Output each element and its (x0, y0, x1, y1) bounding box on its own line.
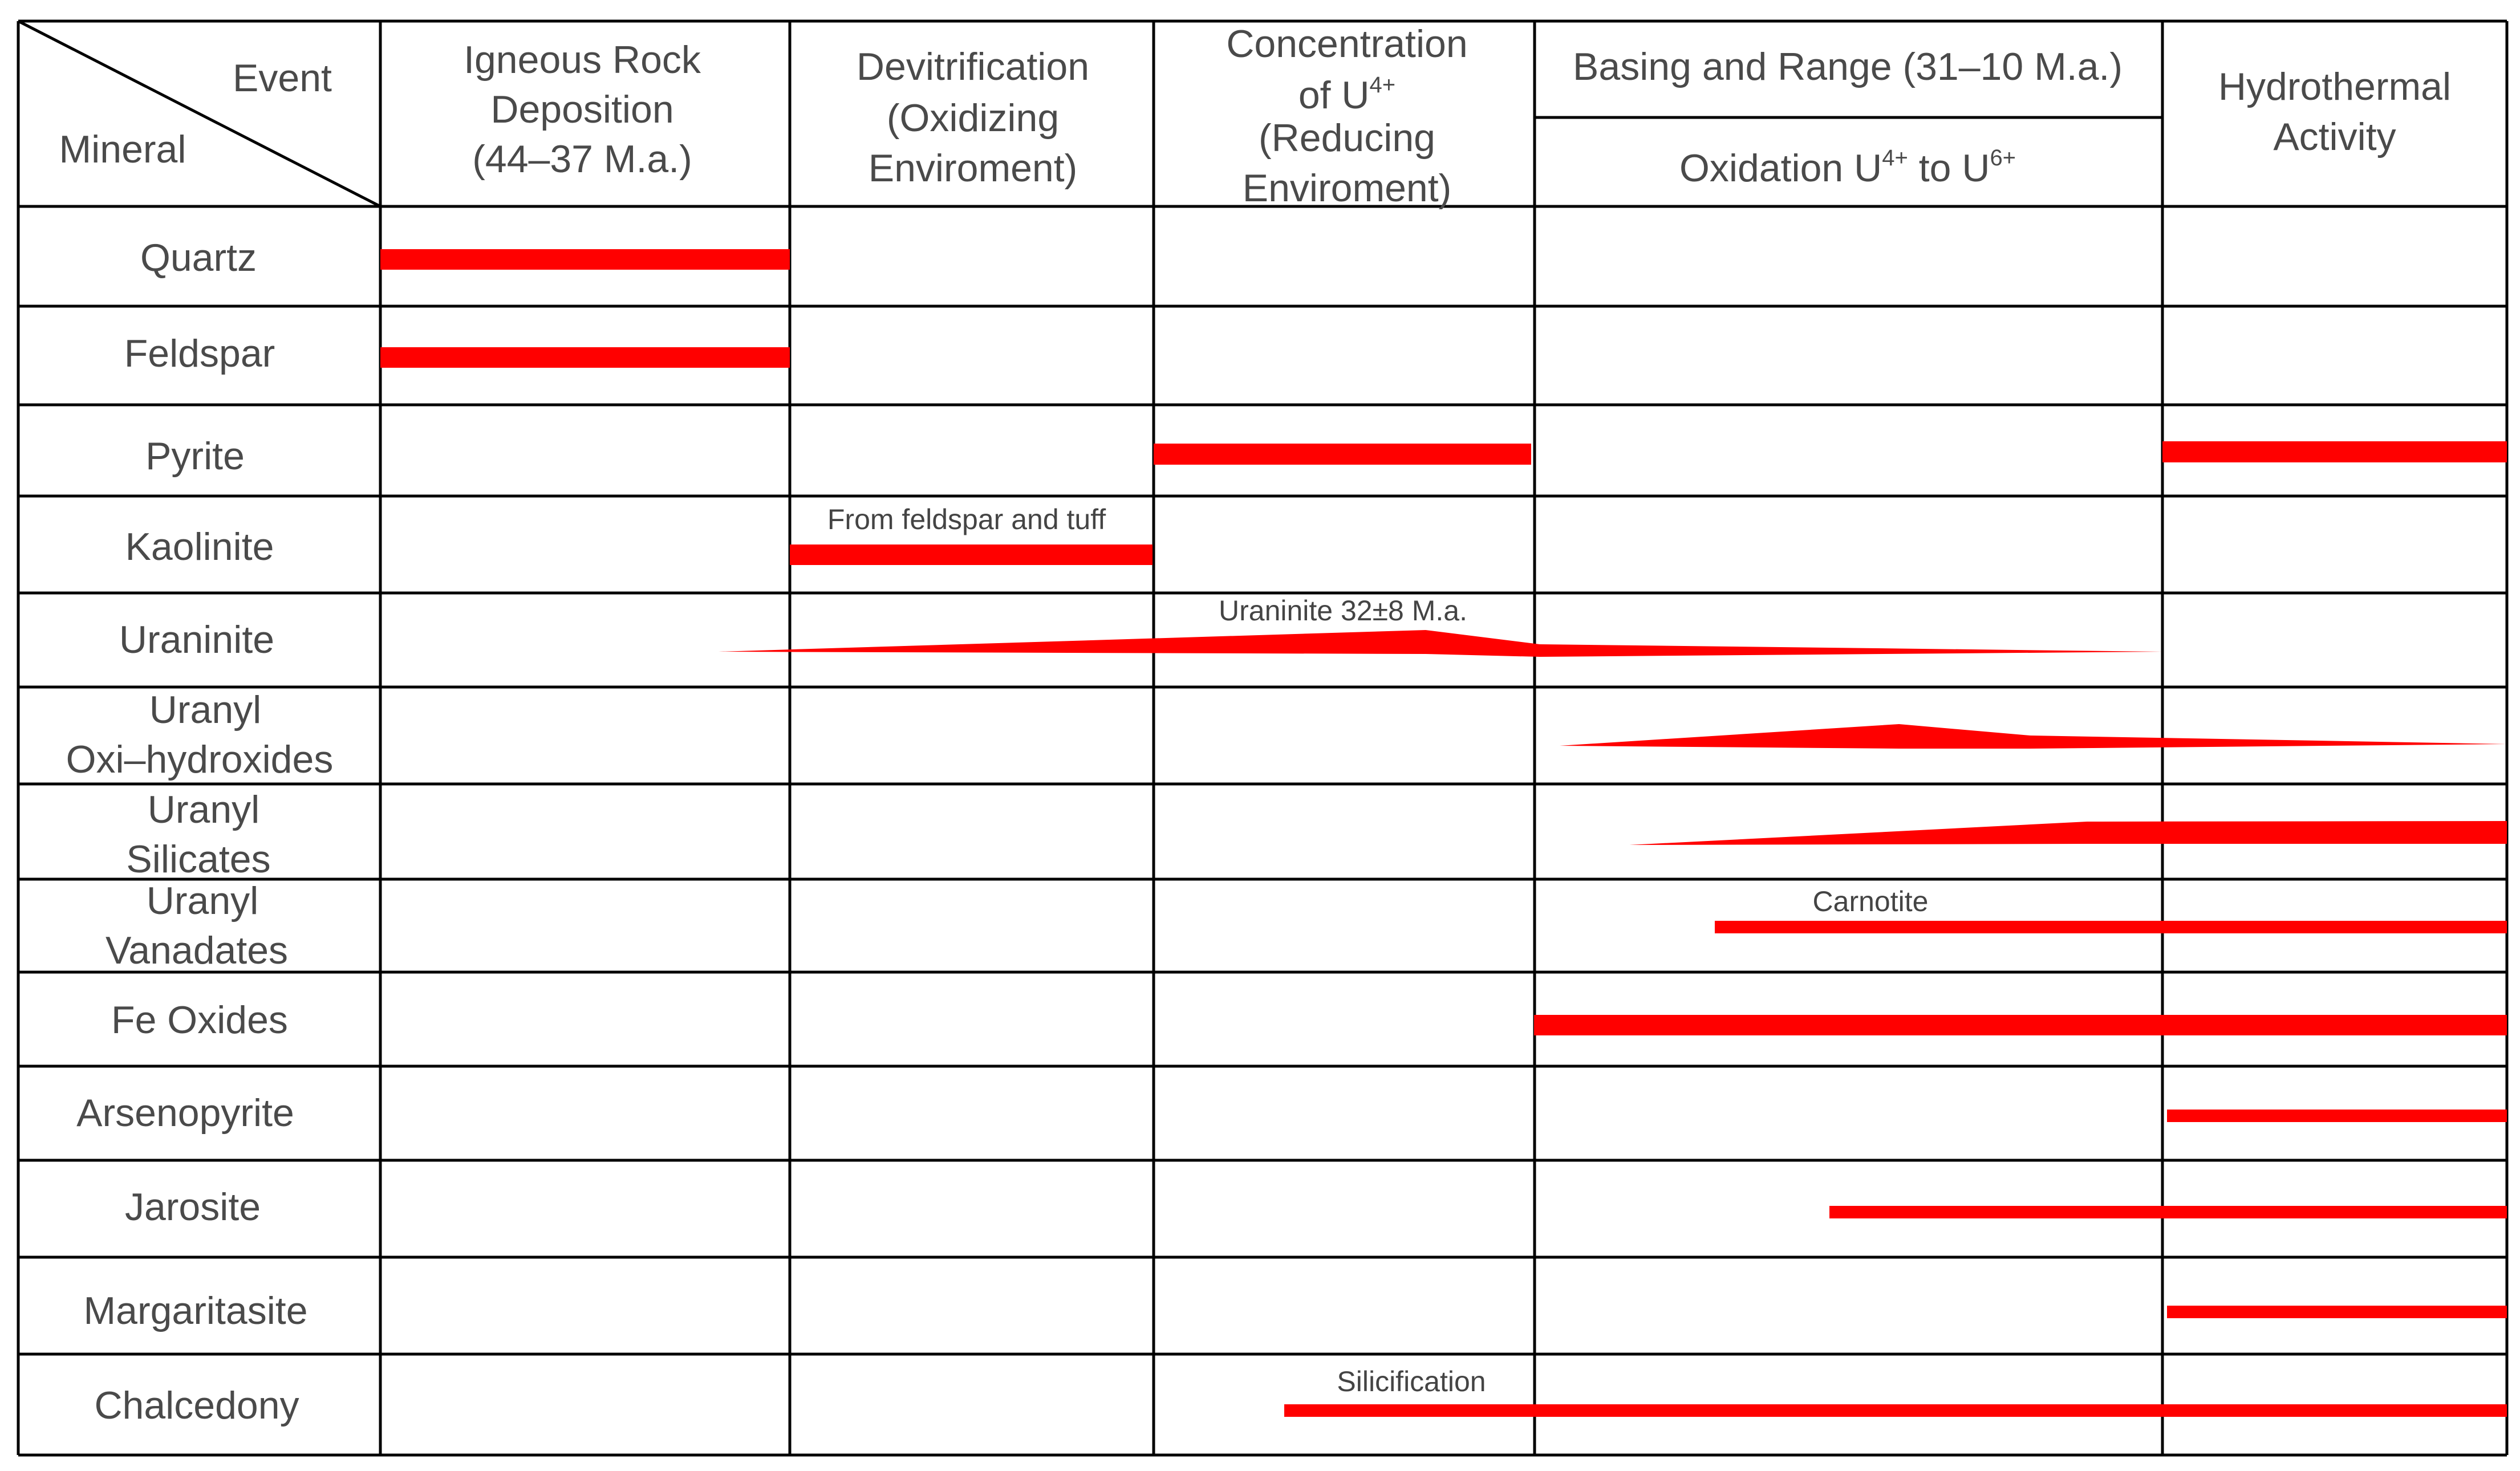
mineral-label-uranyl-van-line1: Uranyl (146, 879, 259, 923)
mineral-label-fe-oxides: Fe Oxides (111, 998, 288, 1042)
bar-uranyl-vanadates (1715, 921, 2507, 933)
header-hydrothermal (2218, 65, 2451, 159)
mineral-label-uranyl-oxi-line2: Oxi–hydroxides (66, 738, 334, 781)
header-devit-line3: Enviroment) (868, 147, 1078, 190)
bar-uranyl-oxi-hydroxides (1560, 724, 2507, 749)
corner-event-label: Event (233, 56, 332, 100)
mineral-label-kaolinite: Kaolinite (125, 525, 274, 568)
bar-jarosite (1829, 1206, 2507, 1218)
header-basin-sub-text2: to U (1908, 147, 1990, 190)
bar-fe-oxides (1534, 1015, 2507, 1035)
header-conc-line2-sup: 4+ (1369, 72, 1396, 97)
header-igneous-line1: Igneous Rock (464, 38, 701, 82)
header-conc-line1: Concentration (1226, 22, 1468, 66)
header-hydro-line1: Hydrothermal (2218, 65, 2452, 108)
mineral-label-uranyl-sil-line1: Uranyl (147, 788, 260, 831)
corner-mineral-label: Mineral (59, 128, 186, 171)
annotation-silicification: Silicification (1337, 1366, 1486, 1397)
header-devit-line1: Devitrification (856, 45, 1090, 88)
header-basin-sub (1679, 145, 2016, 190)
occurrence-bars (380, 249, 2507, 1417)
header-conc-line4: Enviroment) (1242, 166, 1452, 210)
header-basin-sub-text1: Oxidation U (1679, 147, 1882, 190)
annotation-carnotite: Carnotite (1812, 885, 1929, 917)
header-conc-line2 (1298, 72, 1395, 117)
header-conc-line2-text: of U (1298, 74, 1370, 117)
mineral-label-arsenopyrite: Arsenopyrite (76, 1091, 294, 1135)
mineral-label-uranyl-van-line2: Vanadates (105, 929, 289, 972)
bar-margaritasite (2167, 1306, 2507, 1318)
header-devit-line2: (Oxidizing (886, 96, 1060, 140)
mineral-label-jarosite: Jarosite (124, 1185, 261, 1229)
header-basin-title: Basing and Range (31–10 M.a.) (1573, 45, 2123, 88)
mineral-labels (66, 236, 334, 1427)
bar-pyrite-hydrothermal (2162, 441, 2507, 462)
header-igneous-line3: (44–37 M.a.) (472, 137, 692, 181)
header-devitrification (857, 45, 1089, 190)
header-conc-line3: (Reducing (1259, 116, 1435, 160)
header-basin-sub-sup2: 6+ (1990, 145, 2016, 170)
header-igneous (464, 38, 701, 181)
mineral-label-quartz: Quartz (140, 236, 257, 279)
bar-feldspar (380, 347, 790, 368)
bar-uraninite (719, 630, 2162, 657)
mineral-label-uranyl-oxi-line1: Uranyl (149, 688, 262, 732)
mineral-label-pyrite: Pyrite (145, 434, 245, 478)
header-concentration (1226, 22, 1467, 210)
bar-kaolinite (790, 544, 1153, 565)
annotation-kaolinite: From feldspar and tuff (827, 503, 1106, 535)
bar-uranyl-silicates (1629, 821, 2507, 845)
mineral-label-margaritasite: Margaritasite (83, 1289, 308, 1332)
annotation-uraninite: Uraninite 32±8 M.a. (1219, 595, 1467, 627)
mineral-label-uraninite: Uraninite (119, 618, 275, 661)
header-basin-sub-sup1: 4+ (1882, 145, 1908, 170)
header-hydro-line2: Activity (2273, 115, 2396, 159)
bar-chalcedony (1284, 1404, 2507, 1417)
mineral-label-feldspar: Feldspar (124, 332, 275, 375)
bar-arsenopyrite (2167, 1110, 2507, 1122)
header-igneous-line2: Deposition (490, 88, 674, 131)
bar-pyrite-concentration (1154, 444, 1531, 465)
bar-quartz (380, 249, 790, 270)
mineral-label-uranyl-sil-line2: Silicates (126, 838, 271, 881)
mineral-label-chalcedony: Chalcedony (94, 1384, 299, 1427)
